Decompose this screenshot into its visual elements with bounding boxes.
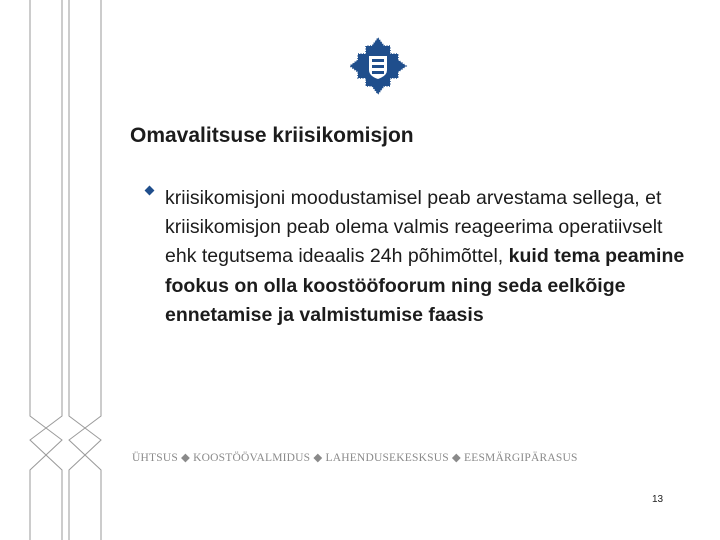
bullet-text	[165, 184, 685, 330]
motto-footer: ÜHTSUS ◆ KOOSTÖÖVALMIDUS ◆ LAHENDUSEKESKSUS ◆ EESMÄRGIPÄRASUS	[132, 452, 578, 464]
bullet-text-regular: kriisikomisjoni moodustamisel peab arvestama sellega, et kriisikomisjon peab olema valmis reageerima operatiivselt ehk tegutsema ideaalis 24h põhimõttel,	[165, 187, 663, 268]
page-number: 13	[652, 494, 664, 505]
bullet-text-bold: kuid tema peamine fookus on olla koostööfoorum ning seda eelkõige ennetamise ja valmistumise faasis	[165, 245, 685, 326]
slide-title: Omavalitsuse kriisikomisjon	[130, 124, 414, 147]
coat-of-arms-logo	[348, 36, 408, 96]
diamond-bullet-icon	[145, 186, 155, 196]
decorative-border-lines	[0, 0, 120, 540]
